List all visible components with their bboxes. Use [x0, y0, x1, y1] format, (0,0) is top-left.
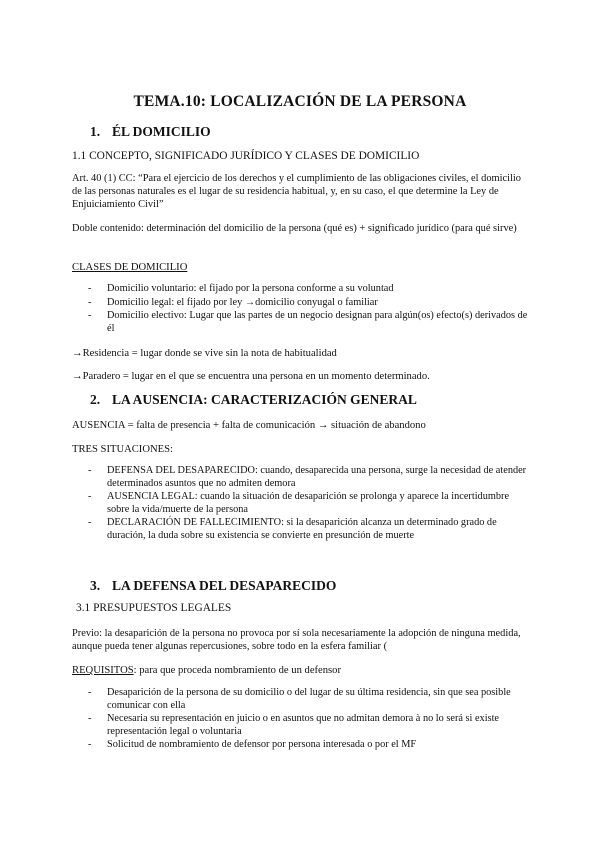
list-item: - DEFENSA DEL DESAPARECIDO: cuando, desaparecida una persona, surge la necesidad de atender determinados asuntos que no admiten demora: [88, 465, 527, 489]
section-3-heading: [90, 578, 336, 594]
list-title-tres-situaciones: TRES SITUACIONES:: [72, 444, 173, 455]
requisitos-title: REQUISITOS: [72, 665, 134, 676]
list-title-clases: CLASES DE DOMICILIO: [72, 262, 188, 273]
article-quote-paragraph: Art. 40 (1) CC: “Para el ejercicio de los derechos y el cumplimiento de las obligaciones civiles, el domicilio de las personas naturales es el lugar de su residencia habitual, y, en su caso, el que determine la Ley de Enjuiciamiento Civil”: [72, 173, 521, 210]
section-1-heading: [90, 124, 211, 140]
list-item: - AUSENCIA LEGAL: cuando la situación de desaparición se prolonga y aparece la incertidumbre sobre la vida/muerte de la persona: [88, 491, 510, 515]
list-item: - DECLARACIÓN DE FALLECIMIENTO: si la desaparición alcanza un determinado grado de duración, la duda sobre su existencia se convierte en presunción de muerte: [88, 517, 497, 541]
requisitos-line: [72, 664, 341, 677]
ausencia-definition: AUSENCIA = falta de presencia + falta de comunicación → situación de abandono: [72, 420, 426, 431]
requisitos-list: [72, 687, 532, 753]
list-item: - Desaparición de la persona de su domicilio o del lugar de su última residencia, sin que sea posible comunicar con ella: [88, 687, 511, 711]
list-item: - Domicilio electivo: Lugar que las partes de un negocio designan para algún(os) efecto(s) derivados de él: [88, 310, 528, 334]
list-item: - Domicilio voluntario: el fijado por la persona conforme a su voluntad: [88, 283, 394, 294]
list-item: - Solicitud de nombramiento de defensor por persona interesada o por el MF: [88, 739, 417, 751]
double-content-paragraph: Doble contenido: determinación del domicilio de la persona (qué es) + significado jurídico (para qué sirve): [72, 223, 517, 234]
section-3-subheading: 3.1 PRESUPUESTOS LEGALES: [76, 602, 232, 614]
section-number: 2.: [90, 392, 101, 407]
section-title: LA DEFENSA DEL DESAPARECIDO: [112, 578, 337, 593]
section-title: LA AUSENCIA: CARACTERIZACIÓN GENERAL: [112, 392, 417, 407]
list-item: - Necesaria su representación en juicio o en asuntos que no admitan demora à no lo será si existe representación legal o voluntaria: [88, 713, 500, 737]
section-1-subheading: 1.1 CONCEPTO, SIGNIFICADO JURÍDICO Y CLASES DE DOMICILIO: [72, 150, 420, 162]
section-number: 3.: [90, 578, 101, 593]
residencia-note: →Residencia = lugar donde se vive sin la nota de habitualidad: [72, 348, 337, 359]
list-item: - Domicilio legal: el fijado por ley →domicilio conyugal o familiar: [88, 296, 378, 308]
domicilio-list: [72, 283, 532, 336]
section-2-heading: [90, 392, 417, 408]
previo-paragraph: Previo: la desaparición de la persona no provoca por sí sola necesariamente la adopción de ninguna medida, aunque pueda tener algunas repercusiones, sobre todo en la esfera familiar (: [72, 628, 521, 652]
page-title: TEMA.10: LOCALIZACIÓN DE LA PERSONA: [133, 93, 467, 110]
paradero-note: →Paradero = lugar en el que se encuentra una persona en un momento determinado.: [72, 371, 430, 382]
section-number: 1.: [90, 124, 101, 139]
requisitos-text: : para que proceda nombramiento de un defensor: [133, 665, 341, 676]
section-title: ÉL DOMICILIO: [112, 124, 211, 139]
situaciones-list: [72, 465, 532, 544]
